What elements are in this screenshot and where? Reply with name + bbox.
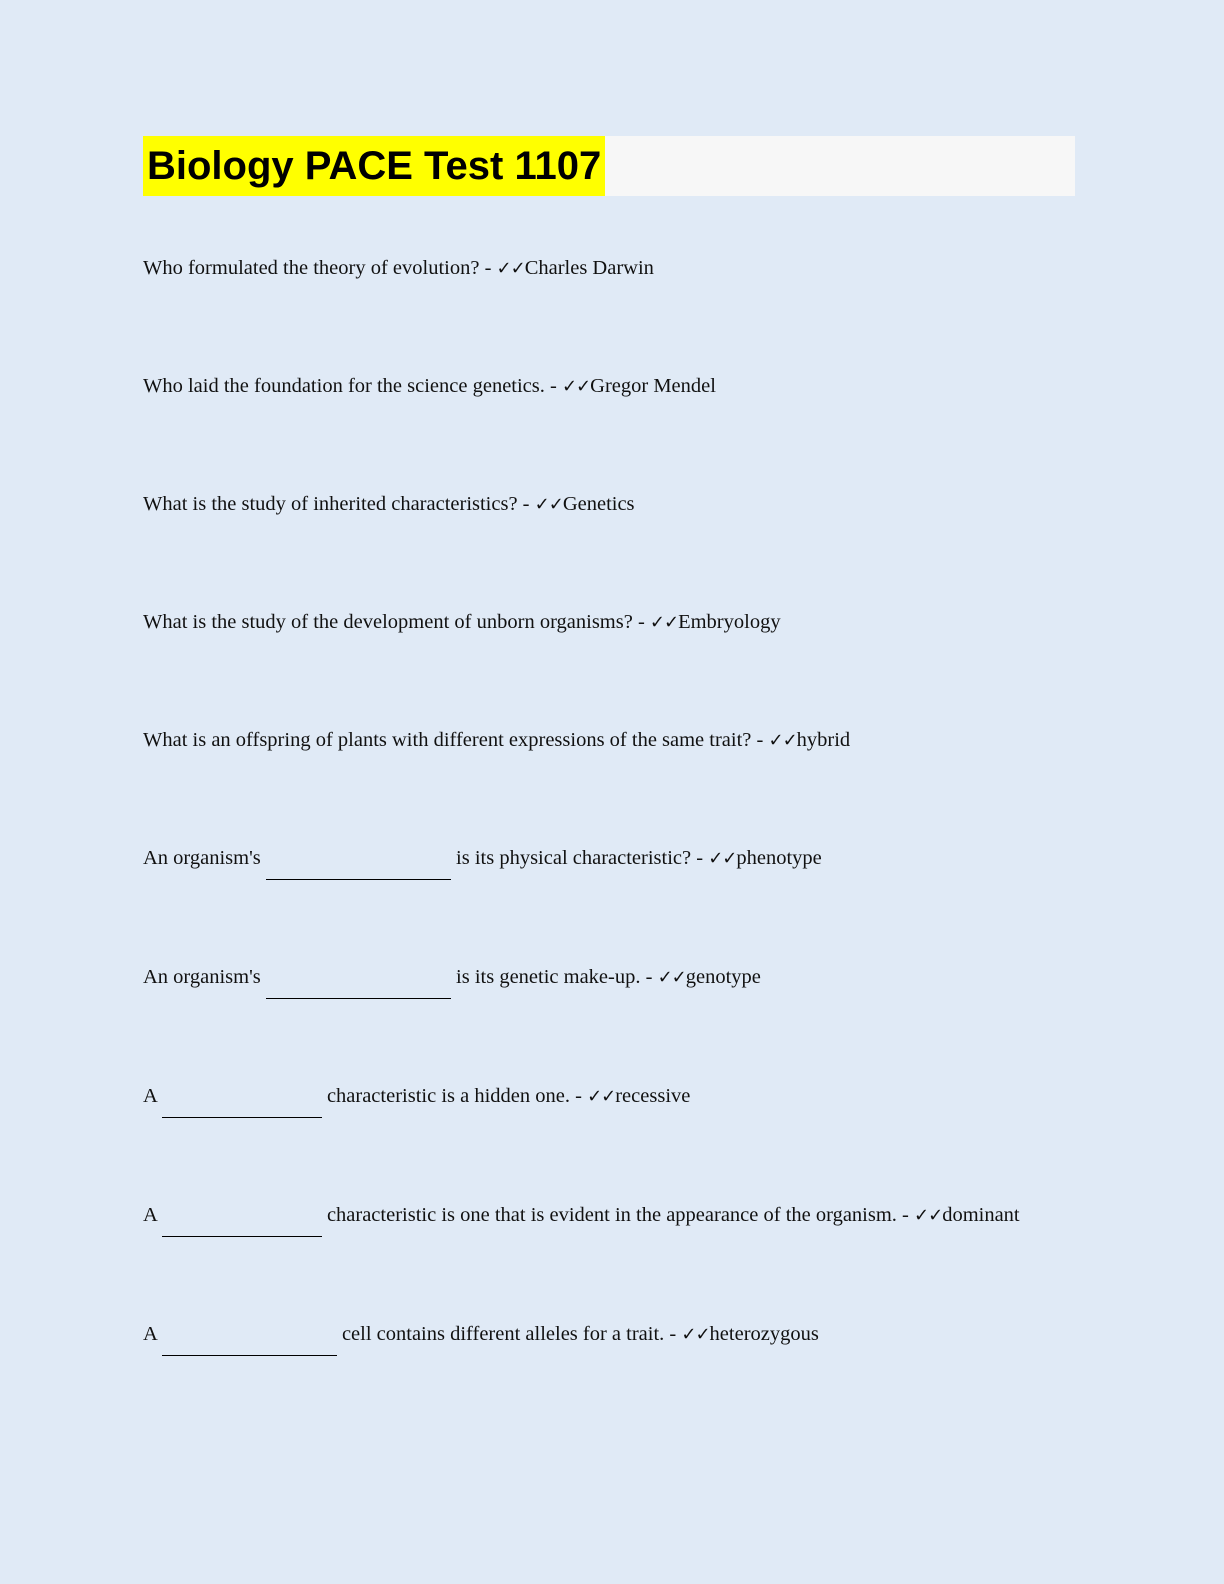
qa-list: [143, 245, 1083, 1359]
checkmark-icon: ✓✓: [587, 1086, 616, 1107]
question-text-continued: cell contains different alleles for a trait. -: [336, 1323, 682, 1345]
answer-text: phenotype: [736, 847, 822, 869]
checkmark-icon: ✓✓: [708, 848, 737, 869]
answer-blank: [266, 951, 451, 999]
qa-item: [143, 835, 1083, 883]
question-text-continued: characteristic is one that is evident in the appearance of the organism. -: [321, 1204, 915, 1226]
qa-item: [143, 1311, 1083, 1359]
question-text: What is the study of the development of unborn organisms? -: [143, 611, 650, 633]
answer-blank: [162, 1308, 337, 1356]
checkmark-icon: ✓✓: [649, 612, 679, 633]
answer-text: genotype: [685, 966, 761, 988]
qa-item: [143, 1192, 1083, 1240]
answer-text: heterozygous: [709, 1323, 819, 1345]
checkmark-icon: ✓✓: [768, 730, 797, 751]
answer-text: Embryology: [678, 611, 781, 633]
question-text: Who laid the foundation for the science genetics. -: [143, 375, 562, 397]
qa-item: [143, 481, 1083, 528]
answer-text: hybrid: [796, 729, 851, 751]
checkmark-icon: ✓✓: [914, 1205, 943, 1226]
question-text: A: [143, 1204, 162, 1226]
question-text: An organism's: [143, 847, 266, 869]
qa-item: [143, 245, 1083, 292]
document-title-highlight: [143, 136, 605, 196]
question-text-continued: characteristic is a hidden one. -: [321, 1085, 588, 1107]
answer-text: Charles Darwin: [524, 257, 654, 279]
question-text: A: [143, 1323, 162, 1345]
question-text: What is an offspring of plants with different expressions of the same trait? -: [143, 729, 769, 751]
qa-item: [143, 954, 1083, 1002]
checkmark-icon: ✓✓: [657, 967, 686, 988]
checkmark-icon: ✓✓: [561, 376, 591, 397]
answer-text: recessive: [615, 1085, 691, 1107]
qa-item: [143, 717, 1083, 764]
question-text: An organism's: [143, 966, 266, 988]
checkmark-icon: ✓✓: [496, 258, 525, 279]
question-text: Who formulated the theory of evolution? -: [143, 257, 497, 279]
answer-text: Gregor Mendel: [590, 375, 716, 397]
checkmark-icon: ✓✓: [534, 494, 563, 515]
answer-blank: [162, 1189, 322, 1237]
answer-text: dominant: [942, 1204, 1020, 1226]
question-text-continued: is its physical characteristic? -: [450, 847, 709, 869]
qa-item: [143, 363, 1083, 410]
answer-blank: [266, 832, 451, 880]
checkmark-icon: ✓✓: [681, 1324, 710, 1345]
answer-blank: [162, 1070, 322, 1118]
qa-item: [143, 1073, 1083, 1121]
question-text: A: [143, 1085, 162, 1107]
question-text: What is the study of inherited characteristics? -: [143, 493, 535, 515]
question-text-continued: is its genetic make-up. -: [450, 966, 658, 988]
page-title: Biology PACE Test 1107: [147, 144, 602, 188]
qa-item: [143, 599, 1083, 646]
answer-text: Genetics: [562, 493, 635, 515]
